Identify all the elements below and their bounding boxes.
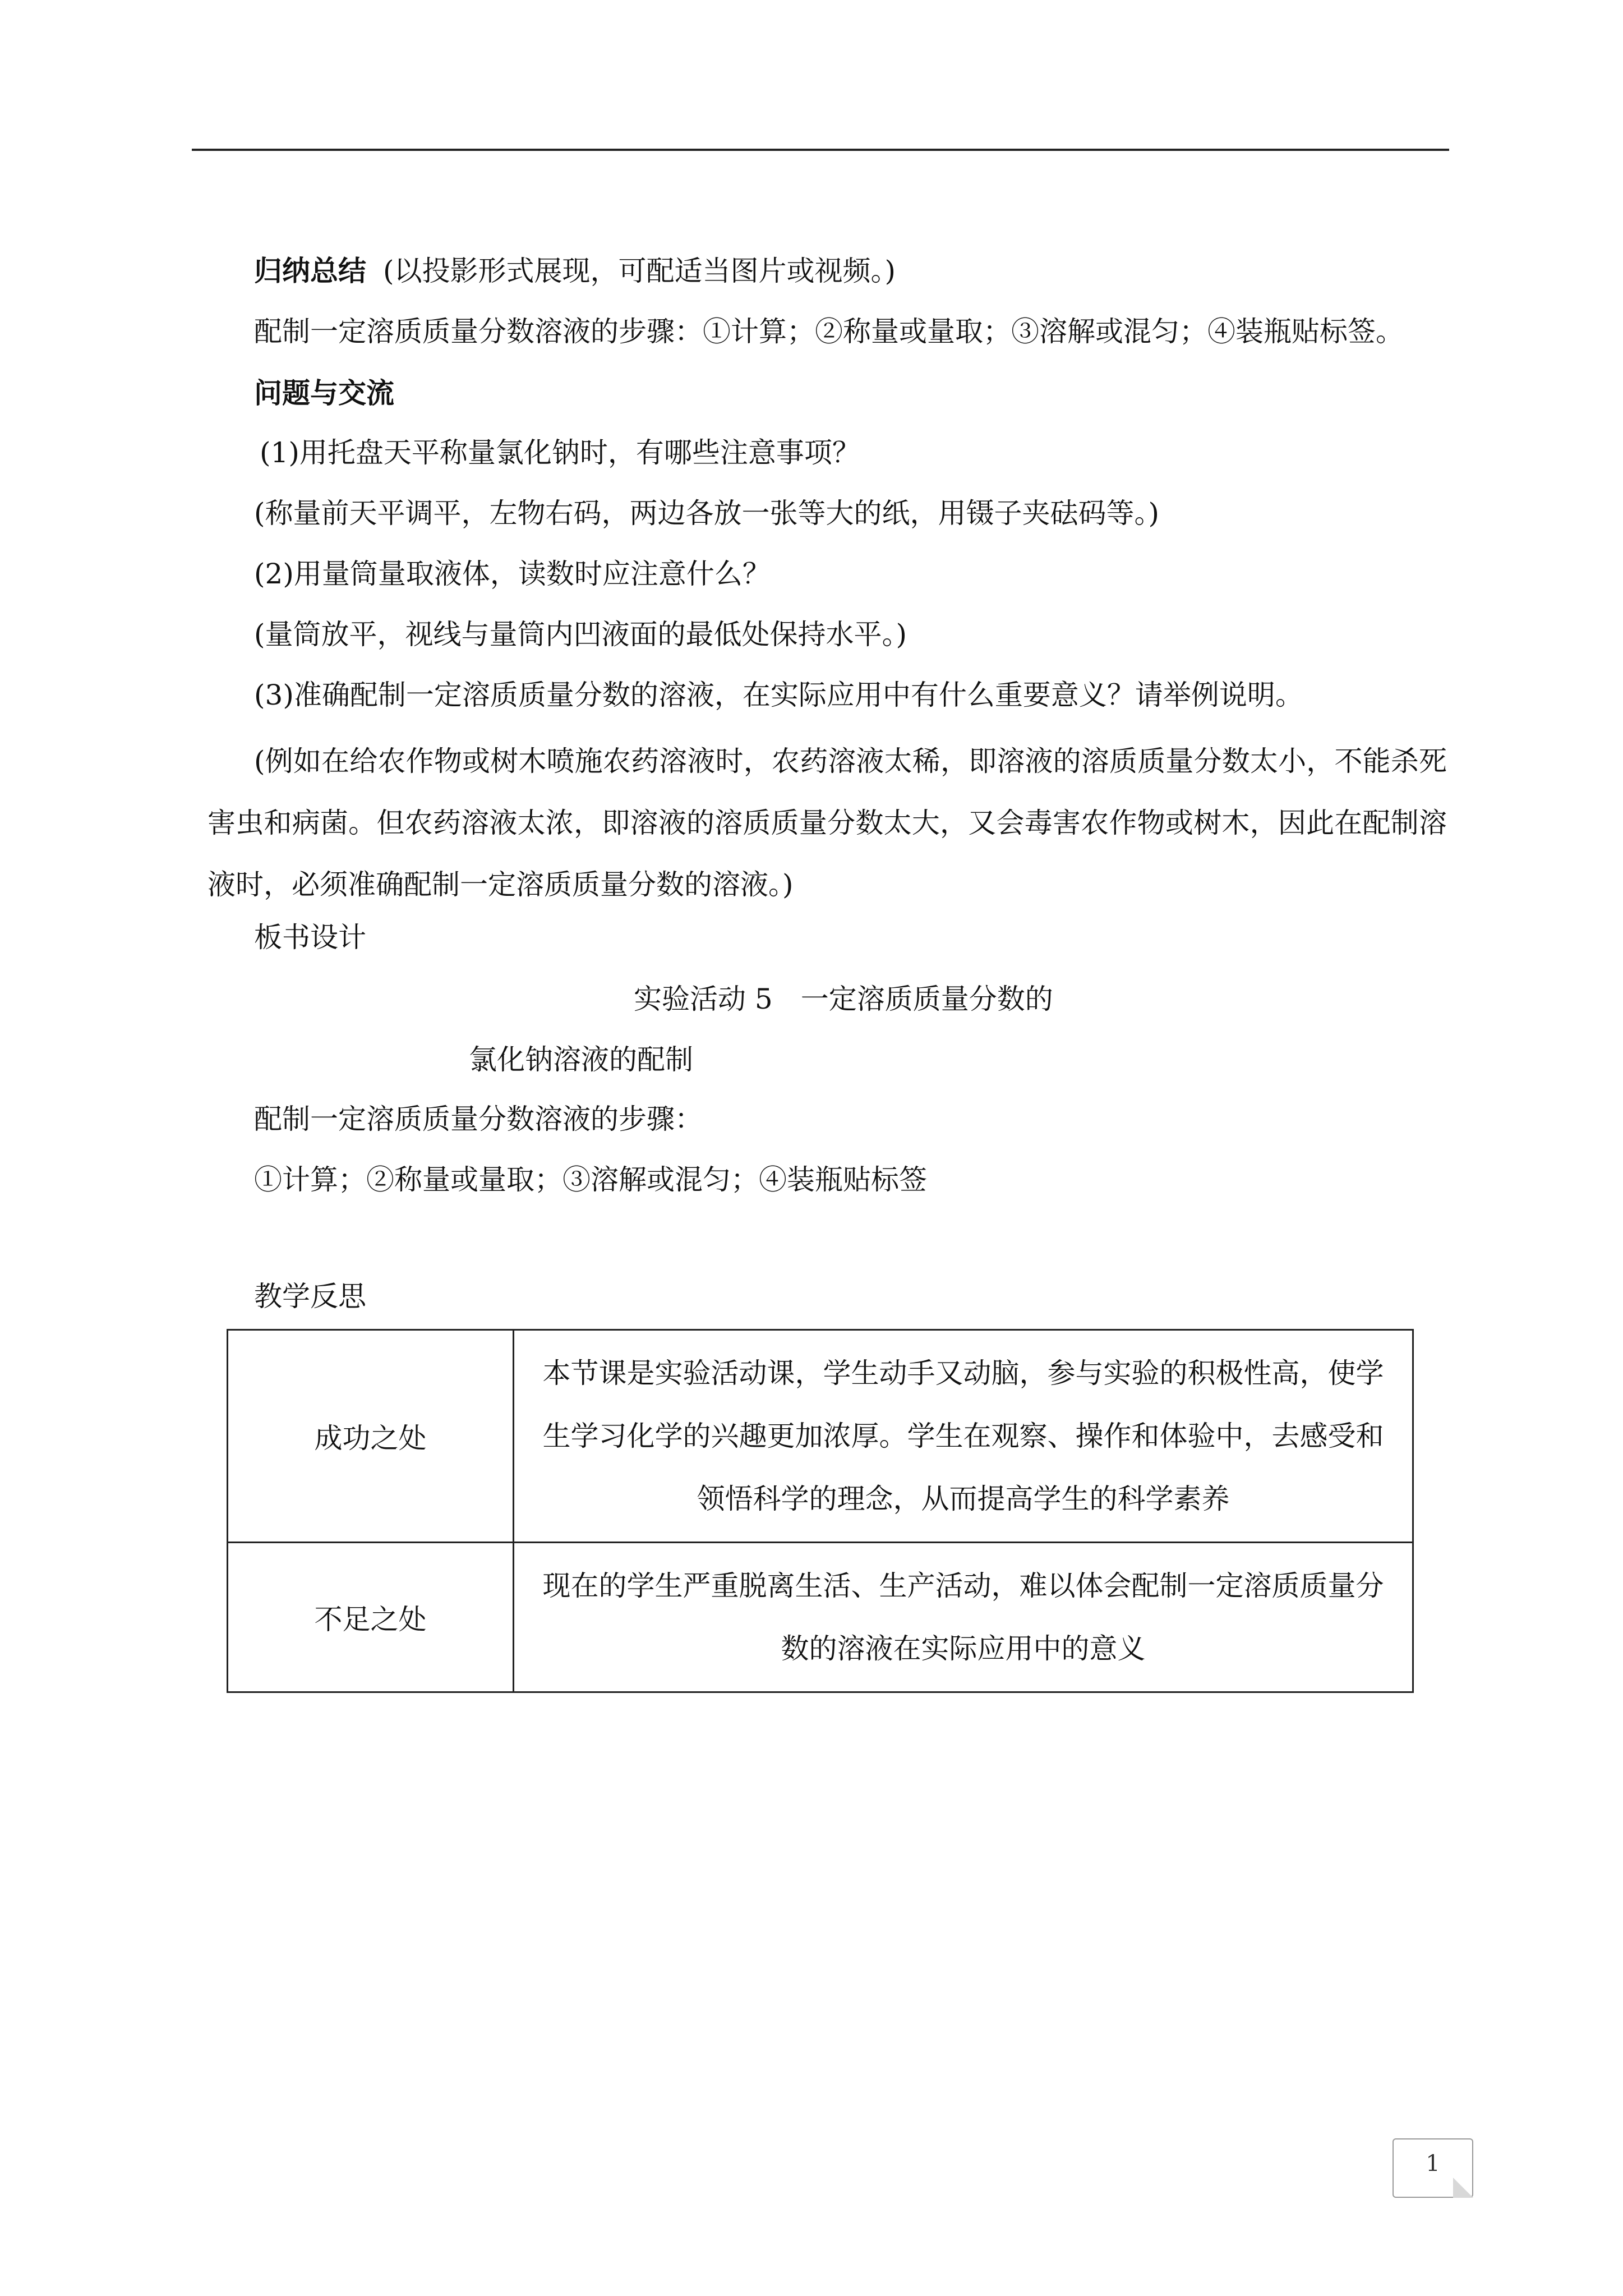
summary-heading: 归纳总结 <box>254 255 366 287</box>
summary-heading-line <box>254 254 896 288</box>
row-content-success: 本节课是实验活动课，学生动手又动脑，参与实验的积极性高，使学生学习化学的兴趣更加浓厚。学生在观察、操作和体验中，去感受和领悟科学的理念，从而提高学生的科学素养 <box>514 1330 1413 1543</box>
page-curl-icon <box>1453 2178 1473 2198</box>
answer-1: (称量前天平调平，左物右码，两边各放一张等大的纸，用镊子夹砝码等。) <box>254 497 1160 530</box>
table-row <box>228 1543 1413 1692</box>
reflection-heading: 教学反思 <box>254 1280 366 1313</box>
board-steps: ①计算；②称量或量取；③溶解或混匀；④装瓶贴标签 <box>254 1163 927 1196</box>
summary-steps: 配制一定溶质质量分数溶液的步骤：①计算；②称量或量取；③溶解或混匀；④装瓶贴标签。 <box>254 315 1404 348</box>
question-1: (1)用托盘天平称量氯化钠时，有哪些注意事项？ <box>260 436 860 469</box>
row-label-success: 成功之处 <box>228 1330 514 1543</box>
page-number-box <box>1393 2138 1473 2198</box>
board-heading: 板书设计 <box>254 921 366 954</box>
answer-2: (量筒放平，视线与量筒内凹液面的最低处保持水平。) <box>254 618 907 651</box>
table-row <box>228 1330 1413 1543</box>
row-label-shortcoming: 不足之处 <box>228 1543 514 1692</box>
answer-3: (例如在给农作物或树木喷施农药溶液时，农药溶液太稀，即溶液的溶质质量分数太小，不能杀死害虫和病菌。但农药溶液太浓，即溶液的溶质质量分数太大，又会毒害农作物或树木，因此在配制溶液时，必须准确配制一定溶质质量分数的溶液。) <box>208 745 1447 901</box>
reflection-table <box>227 1329 1414 1693</box>
summary-note: (以投影形式展现，可配适当图片或视频。) <box>383 255 896 287</box>
question-2: (2)用量筒量取液体，读数时应注意什么？ <box>254 558 771 590</box>
page-number: 1 <box>1426 2151 1440 2177</box>
board-title-line1: 实验活动 5 一定溶质质量分数的 <box>634 983 1053 1015</box>
header-rule <box>192 149 1449 151</box>
board-title-line2: 氯化钠溶液的配制 <box>469 1043 693 1076</box>
question-3: (3)准确配制一定溶质质量分数的溶液，在实际应用中有什么重要意义？请举例说明。 <box>254 679 1303 711</box>
board-steps-label: 配制一定溶质质量分数溶液的步骤： <box>254 1103 703 1135</box>
row-content-shortcoming: 现在的学生严重脱离生活、生产活动，难以体会配制一定溶质质量分数的溶液在实际应用中的意义 <box>514 1543 1413 1692</box>
discussion-heading: 问题与交流 <box>254 377 394 409</box>
